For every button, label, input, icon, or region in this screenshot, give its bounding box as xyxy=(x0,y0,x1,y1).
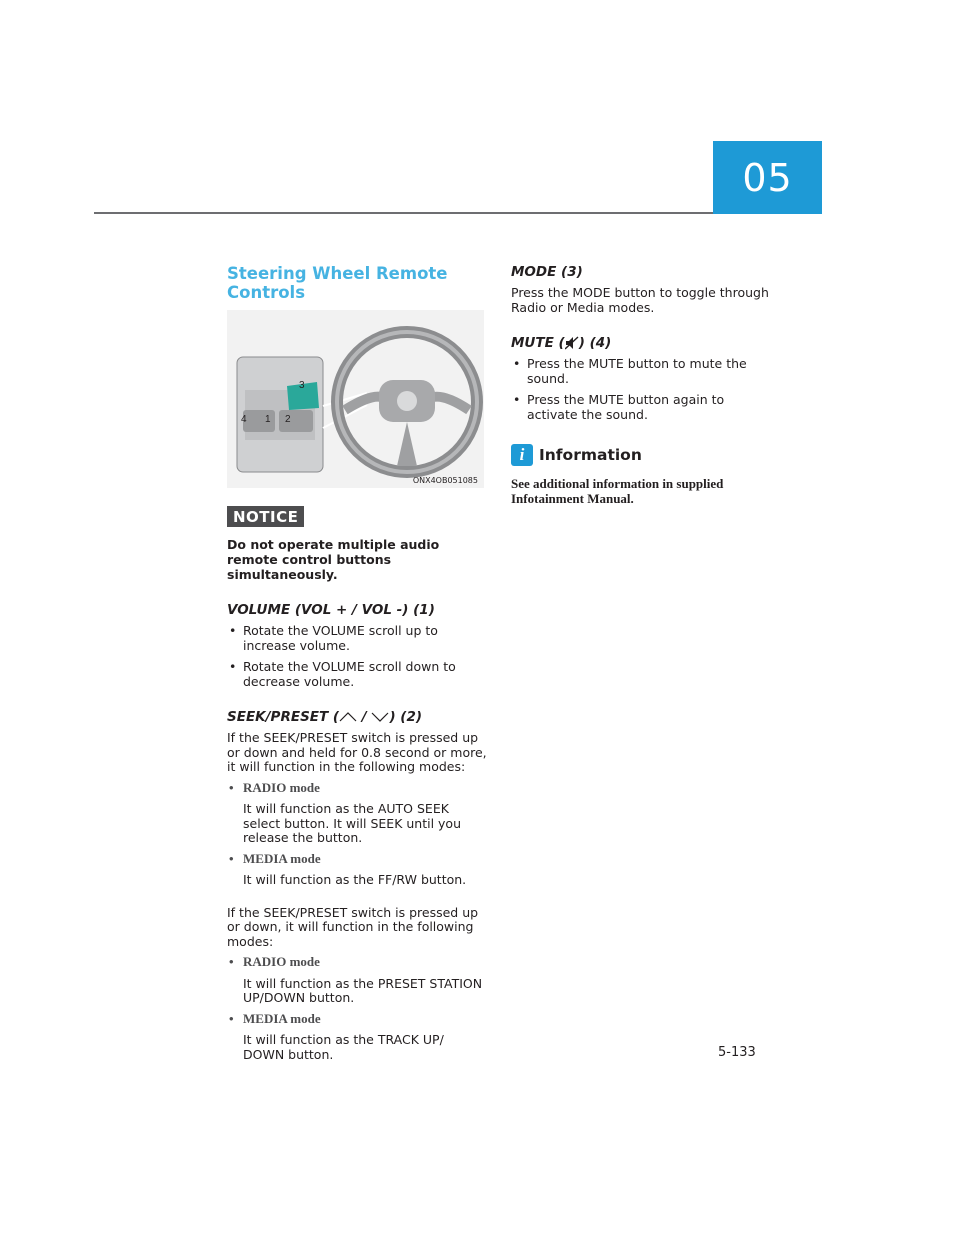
list-item: • Rotate the VOLUME scroll down to decrease volume. xyxy=(227,660,487,689)
chevron-down-icon xyxy=(371,712,389,722)
seek-heading-prefix: SEEK/PRESET ( xyxy=(227,709,340,725)
list-item: • Press the MUTE button to mute the sound. xyxy=(511,357,771,386)
radio-mode-label: • RADIO mode xyxy=(227,955,487,970)
chapter-tab xyxy=(713,141,822,214)
list-item: • Press the MUTE button again to activate the sound. xyxy=(511,393,771,422)
header-rule xyxy=(94,212,713,214)
speaker-mute-icon xyxy=(565,336,579,350)
callout-4: 4 xyxy=(241,414,247,425)
seek-heading xyxy=(227,709,487,725)
radio-mode-label: • RADIO mode xyxy=(227,781,487,796)
radio-mode-desc: It will function as the PRESET STATION UP/DOWN button. xyxy=(243,975,483,1005)
information-header xyxy=(511,444,771,466)
chapter-number: 05 xyxy=(742,155,793,200)
seek-mode-list-1b xyxy=(227,852,487,867)
mode-text: Press the MODE button to toggle through Radio or Media modes. xyxy=(511,285,769,315)
callout-3: 3 xyxy=(299,380,305,391)
seek-mode-list-1 xyxy=(227,781,487,796)
media-mode-desc: It will function as the FF/RW button. xyxy=(243,872,467,887)
media-mode-desc: It will function as the TRACK UP/ DOWN button. xyxy=(243,1032,444,1062)
mute-heading-suffix: ) (4) xyxy=(578,335,612,351)
seek-intro-1: If the SEEK/PRESET switch is pressed up or down and held for 0.8 second or more, it will function in the following modes: xyxy=(227,730,487,774)
mute-heading-prefix: MUTE ( xyxy=(511,335,565,351)
mute-heading xyxy=(511,335,771,351)
left-column xyxy=(227,264,487,1068)
notice-badge: NOTICE xyxy=(227,506,304,527)
steering-wheel-illustration xyxy=(227,310,484,488)
seek-intro-2: If the SEEK/PRESET switch is pressed up or down, it will function in the following modes: xyxy=(227,904,479,949)
seek-heading-suffix: ) (2) xyxy=(389,709,423,725)
seek-mode-list-2 xyxy=(227,955,487,970)
right-column xyxy=(511,264,771,506)
media-mode-label: • MEDIA mode xyxy=(227,1012,487,1027)
media-mode-label: • MEDIA mode xyxy=(227,852,487,867)
mode-heading: MODE (3) xyxy=(511,264,583,280)
steering-wheel-figure xyxy=(227,310,484,488)
mute-list xyxy=(511,357,771,422)
figure-code: ONX4OB051085 xyxy=(412,476,478,485)
volume-list xyxy=(227,624,487,689)
info-icon: i xyxy=(511,444,533,466)
callout-2: 2 xyxy=(285,414,291,425)
seek-mode-list-2b xyxy=(227,1012,487,1027)
list-item: • Rotate the VOLUME scroll up to increase volume. xyxy=(227,624,487,653)
callout-1: 1 xyxy=(265,414,271,425)
volume-heading: VOLUME (VOL + / VOL -) (1) xyxy=(227,602,435,618)
radio-mode-desc: It will function as the AUTO SEEK select button. It will SEEK until you release the button. xyxy=(243,801,461,845)
information-title: Information xyxy=(539,446,642,464)
notice-text: Do not operate multiple audio remote control buttons simultaneously. xyxy=(227,537,440,582)
chevron-up-icon xyxy=(339,712,357,722)
section-title: Steering Wheel Remote Controls xyxy=(227,264,448,302)
seek-heading-sep: / xyxy=(357,709,372,725)
page-number: 5-133 xyxy=(718,1045,756,1060)
information-text: See additional information in supplied Infotainment Manual. xyxy=(511,476,724,506)
